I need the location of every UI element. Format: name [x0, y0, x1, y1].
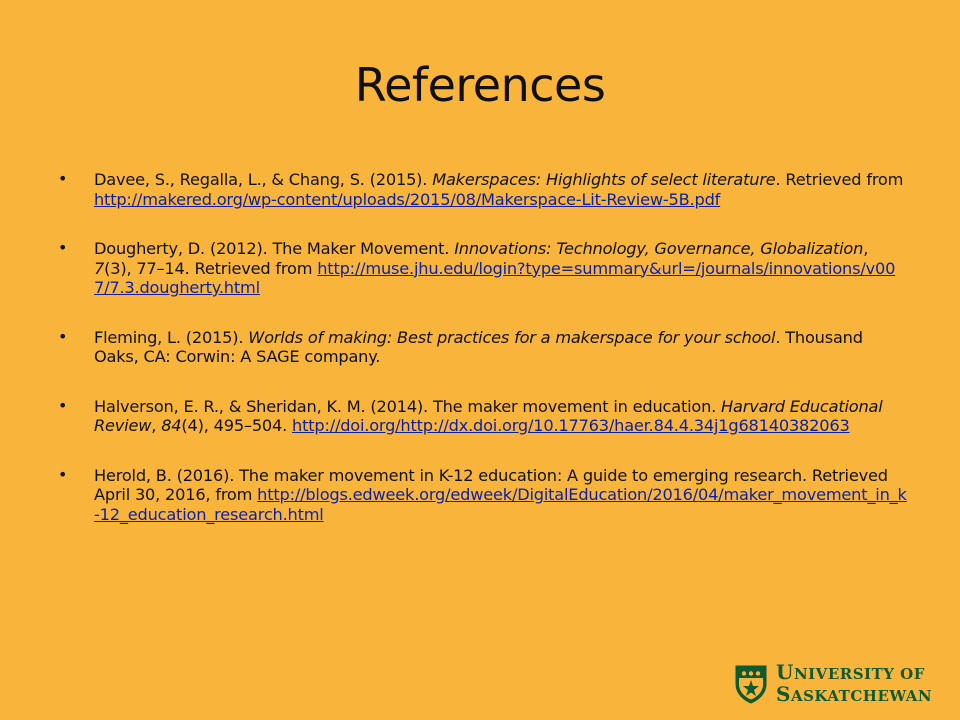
reference-title: Makerspaces: Highlights of select literature: [432, 170, 776, 189]
reference-list: [58, 170, 908, 554]
bullet-icon: •: [58, 395, 68, 415]
logo-line-1: UNIVERSITY OF: [776, 660, 925, 684]
logo-line-2: SASKATCHEWAN: [776, 682, 933, 706]
slide-title: References: [354, 58, 606, 112]
bullet-icon: •: [58, 464, 68, 484]
reference-item: [58, 397, 908, 436]
reference-text: . Thousand Oaks, CA: Corwin: A SAGE company.: [94, 327, 863, 366]
reference-item: [58, 466, 908, 525]
reference-title: Worlds of making: Best practices for a makerspace for your school: [248, 327, 776, 347]
university-name: [776, 662, 936, 706]
reference-link[interactable]: http://doi.org/http://dx.doi.org/10.17763/haer.84.4.34j1g68140382063: [292, 416, 850, 435]
reference-item: [58, 328, 908, 367]
bullet-icon: •: [58, 238, 68, 257]
reference-text: Halverson, E. R., & Sheridan, K. M. (2014). The maker movement in education.: [94, 396, 722, 416]
reference-text: Davee, S., Regalla, L., & Chang, S. (2015).: [94, 170, 433, 189]
reference-text: Fleming, L. (2015).: [94, 327, 249, 347]
reference-item: [58, 170, 908, 209]
reference-link[interactable]: http://muse.jhu.edu/login?type=summary&url=/journals/innovations/v007/7.3.dougherty.html: [94, 258, 896, 297]
reference-text: ,: [863, 239, 869, 258]
bullet-icon: •: [58, 326, 68, 346]
university-logo: [734, 662, 934, 708]
reference-volume: 7: [94, 258, 105, 278]
reference-volume: 84: [161, 416, 182, 435]
reference-text: Dougherty, D. (2012). The Maker Movement.: [94, 239, 455, 258]
reference-title: Harvard Educational Review: [94, 396, 883, 435]
reference-link[interactable]: http://makered.org/wp-content/uploads/2015/08/Makerspace-Lit-Review-5B.pdf: [94, 189, 721, 209]
reference-item: [58, 239, 908, 298]
bullet-icon: •: [58, 169, 68, 188]
reference-text: (4), 495–504.: [181, 416, 293, 435]
reference-text: (3), 77–14. Retrieved from: [104, 258, 318, 278]
reference-text: Herold, B. (2016). The maker movement in K-12 education: A guide to emerging research. Retrieved April 30, 2016, from: [94, 465, 888, 504]
reference-text: ,: [151, 416, 162, 435]
reference-title: Innovations: Technology, Governance, Globalization: [454, 239, 864, 258]
crest-icon: [734, 664, 768, 704]
reference-text: . Retrieved from: [775, 170, 904, 189]
reference-link[interactable]: http://blogs.edweek.org/edweek/DigitalEducation/2016/04/maker_movement_in_k-12_education_research.html: [94, 485, 907, 524]
